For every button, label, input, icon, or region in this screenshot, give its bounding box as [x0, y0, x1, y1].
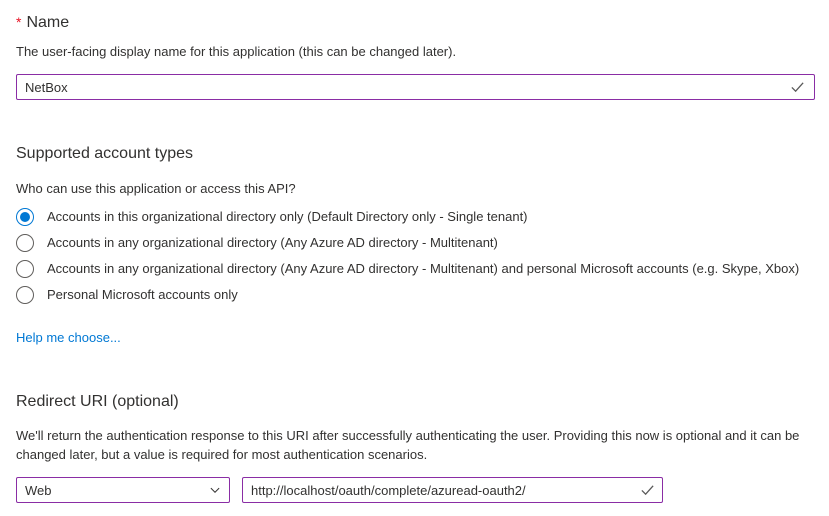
radio-button-icon[interactable] — [16, 260, 34, 278]
section-spacer — [16, 100, 813, 143]
radio-button-icon[interactable] — [16, 286, 34, 304]
account-types-question: Who can use this application or access this API? — [16, 181, 296, 196]
name-section-title — [16, 12, 813, 33]
chevron-down-icon — [209, 484, 221, 496]
radio-option-single-tenant[interactable] — [16, 204, 813, 230]
radio-button-icon[interactable] — [16, 208, 34, 226]
platform-select-value: Web — [25, 482, 52, 498]
radio-option-label: Accounts in any organizational directory (Any Azure AD directory - Multitenant) and personal Microsoft accounts (e.g. Skype, Xbox) — [47, 261, 800, 276]
account-types-title: Supported account types — [16, 145, 194, 162]
radio-option-label: Personal Microsoft accounts only — [47, 287, 238, 302]
name-input-wrap — [16, 74, 813, 100]
radio-option-label: Accounts in this organizational directory only (Default Directory only - Single tenant) — [47, 209, 528, 224]
redirect-uri-input-wrap — [242, 477, 663, 503]
required-asterisk: * — [16, 14, 22, 30]
name-description: The user-facing display name for this application (this can be changed later). — [16, 44, 457, 59]
radio-option-multitenant[interactable] — [16, 230, 813, 256]
radio-button-icon[interactable] — [16, 234, 34, 252]
redirect-uri-description: We'll return the authentication response to this URI after successfully authenticating the user. Providing this now is optional and it can be changed later, but a value is required for most authentication scenarios. — [16, 428, 800, 462]
radio-option-label: Accounts in any organizational directory (Any Azure AD directory - Multitenant) — [47, 235, 498, 250]
redirect-uri-input[interactable] — [242, 477, 663, 503]
radio-option-personal-only[interactable] — [16, 282, 813, 308]
platform-select-dropdown[interactable] — [16, 477, 230, 503]
redirect-uri-row — [16, 477, 813, 503]
help-me-choose-link[interactable]: Help me choose... — [16, 330, 121, 345]
account-types-radio-group — [16, 204, 813, 308]
redirect-uri-title: Redirect URI (optional) — [16, 393, 179, 410]
radio-option-multitenant-personal[interactable] — [16, 256, 813, 282]
name-title-text: Name — [26, 14, 70, 31]
name-input[interactable] — [16, 74, 815, 100]
